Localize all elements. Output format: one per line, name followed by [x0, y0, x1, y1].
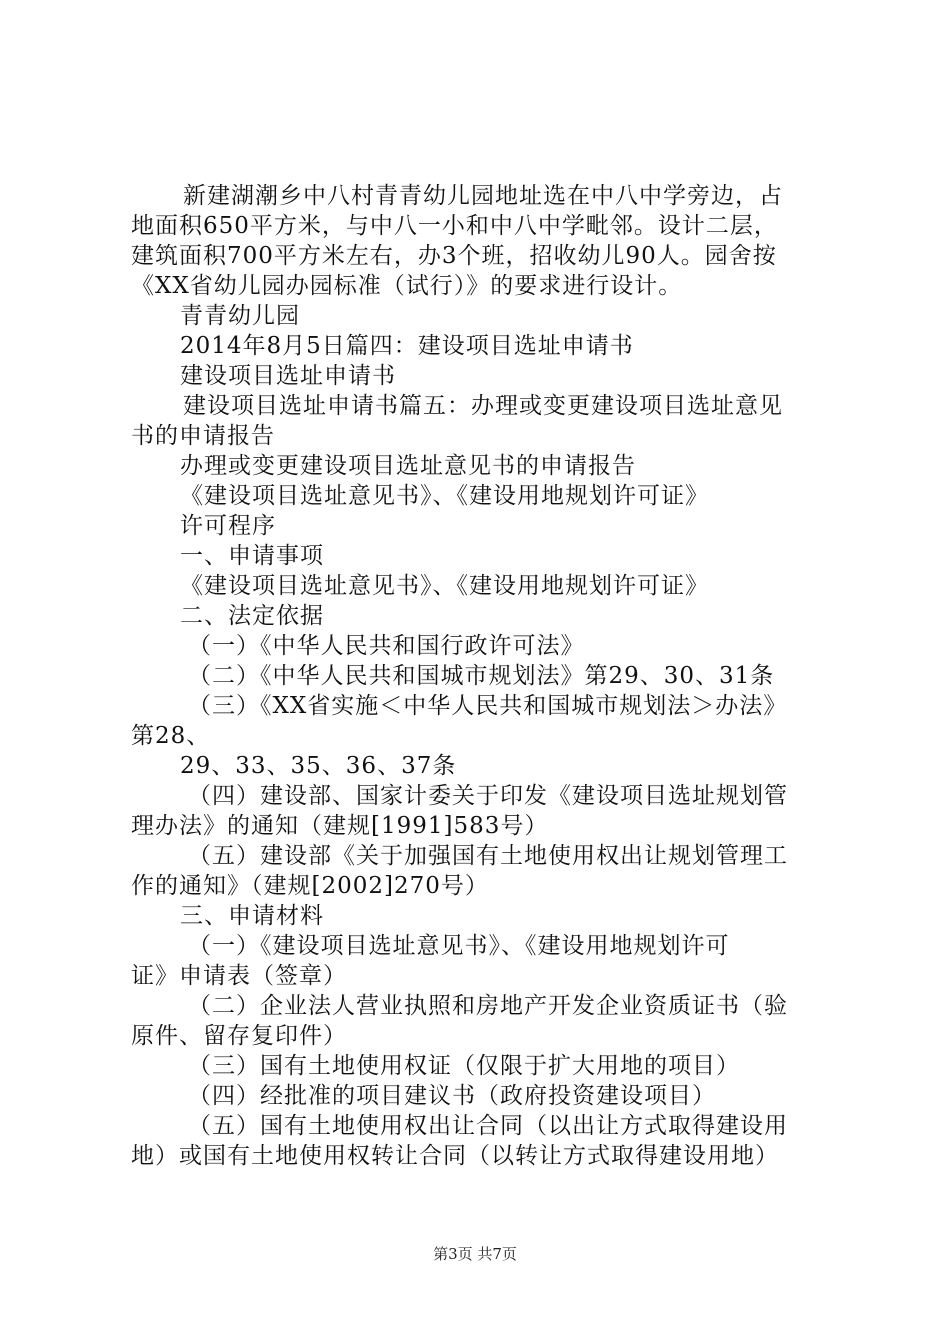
paragraph-line: 地面积650平方米，与中八一小和中八中学毗邻。设计二层， — [131, 213, 778, 239]
list-item: （四）经批准的项目建议书（政府投资建设项目） — [188, 1083, 716, 1109]
list-item: （一）《建设项目选址意见书》、《建设用地规划许可 — [188, 933, 730, 959]
section-heading: 许可程序 — [180, 513, 276, 539]
paragraph-line: 理办法》的通知（建规[1991]583号） — [131, 813, 549, 839]
page-indicator: 第3页 共7页 — [433, 1245, 517, 1263]
paragraph-line: 证》申请表（签章） — [131, 963, 347, 989]
signature-line: 青青幼儿园 — [180, 303, 300, 329]
paragraph-line: 第28、 — [131, 723, 211, 749]
paragraph-line: 原件、留存复印件） — [131, 1023, 347, 1049]
paragraph-line: 建设项目选址申请书篇五：办理或变更建设项目选址意见 — [183, 393, 783, 419]
list-item: （二）企业法人营业执照和房地产开发企业资质证书（验 — [188, 993, 788, 1019]
paragraph-line: 新建湖潮乡中八村青青幼儿园地址选在中八中学旁边，占 — [183, 183, 783, 209]
date-heading-line: 2014年8月5日篇四：建设项目选址申请书 — [180, 333, 634, 359]
list-item: （一）《中华人民共和国行政许可法》 — [188, 633, 585, 659]
list-item: （三）《XX省实施＜中华人民共和国城市规划法＞办法》 — [188, 693, 788, 719]
paragraph-line: 《建设项目选址意见书》、《建设用地规划许可证》 — [180, 483, 709, 509]
paragraph-line: 29、33、35、36、37条 — [180, 753, 457, 779]
section-heading: 二、法定依据 — [180, 603, 324, 629]
section-title: 建设项目选址申请书 — [180, 363, 396, 389]
list-item: （五）国有土地使用权出让合同（以出让方式取得建设用 — [188, 1113, 788, 1139]
list-item: （五）建设部《关于加强国有土地使用权出让规划管理工 — [188, 843, 788, 869]
paragraph-line: 地）或国有土地使用权转让合同（以转让方式取得建设用地） — [131, 1143, 779, 1169]
section-title: 办理或变更建设项目选址意见书的申请报告 — [180, 453, 636, 479]
section-heading: 一、申请事项 — [180, 543, 324, 569]
paragraph-line: 《建设项目选址意见书》、《建设用地规划许可证》 — [180, 573, 709, 599]
section-heading: 三、申请材料 — [180, 903, 324, 929]
paragraph-line: 《XX省幼儿园办园标准（试行）》的要求进行设计。 — [131, 273, 683, 299]
list-item: （三）国有土地使用权证（仅限于扩大用地的项目） — [188, 1053, 740, 1079]
paragraph-line: 书的申请报告 — [131, 423, 275, 449]
paragraph-line: 作的通知》（建规[2002]270号） — [131, 873, 489, 899]
list-item: （二）《中华人民共和国城市规划法》第29、30、31条 — [188, 663, 775, 689]
list-item: （四）建设部、国家计委关于印发《建设项目选址规划管 — [188, 783, 788, 809]
paragraph-line: 建筑面积700平方米左右，办3个班，招收幼儿90人。园舍按 — [131, 243, 777, 269]
